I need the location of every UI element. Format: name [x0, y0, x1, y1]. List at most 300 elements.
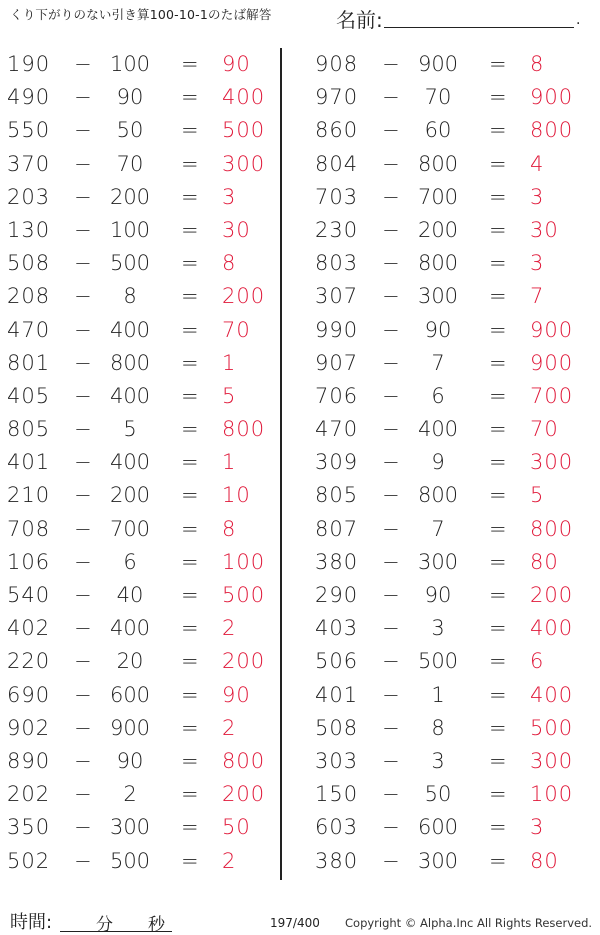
problem-row: [0, 413, 290, 446]
subtrahend: 600: [109, 682, 151, 707]
minuend: 970: [315, 85, 359, 110]
answer: 2: [222, 715, 237, 740]
answer: 80: [530, 549, 559, 574]
minuend: 805: [315, 483, 359, 508]
minus-sign: −: [74, 85, 92, 110]
answer: 8: [222, 251, 237, 276]
minus-sign: −: [382, 782, 400, 807]
subtrahend: 300: [417, 284, 459, 309]
answer: 6: [530, 649, 545, 674]
subtrahend: 400: [109, 383, 151, 408]
subtrahend: 7: [431, 516, 445, 541]
minus-sign: −: [74, 748, 92, 773]
minuend: 708: [7, 516, 51, 541]
subtrahend: 90: [116, 748, 144, 773]
answer: 200: [222, 782, 266, 807]
subtrahend: 900: [417, 52, 459, 76]
answer: 200: [222, 284, 266, 309]
minuend: 470: [315, 417, 359, 442]
minuend: 804: [315, 151, 359, 176]
subtrahend: 7: [431, 350, 445, 375]
problem-row: [0, 679, 290, 712]
equals-sign: =: [489, 815, 507, 840]
subtrahend: 90: [116, 85, 144, 110]
problem-row: [0, 513, 290, 546]
subtrahend: 9: [431, 450, 445, 475]
minus-sign: −: [382, 85, 400, 110]
minuend: 370: [7, 151, 51, 176]
answer: 5: [530, 483, 545, 508]
subtrahend: 500: [417, 649, 459, 674]
minus-sign: −: [382, 715, 400, 740]
minuend: 307: [315, 284, 359, 309]
answer: 800: [222, 417, 266, 442]
minuend: 690: [7, 682, 51, 707]
equals-sign: =: [489, 649, 507, 674]
subtrahend: 400: [109, 317, 151, 342]
equals-sign: =: [181, 151, 199, 176]
minuend: 603: [315, 815, 359, 840]
equals-sign: =: [489, 151, 507, 176]
minus-sign: −: [74, 450, 92, 475]
name-dot: .: [576, 12, 581, 28]
problem-row: [308, 546, 598, 579]
answer: 3: [530, 184, 545, 209]
problem-row: [308, 148, 598, 181]
answer: 500: [222, 118, 266, 143]
equals-sign: =: [489, 350, 507, 375]
subtrahend: 70: [116, 151, 144, 176]
answer: 80: [530, 848, 559, 873]
minus-sign: −: [74, 682, 92, 707]
equals-sign: =: [489, 85, 507, 110]
minuend: 220: [7, 649, 51, 674]
subtrahend: 6: [123, 549, 137, 574]
minus-sign: −: [382, 52, 400, 76]
minuend: 130: [7, 217, 51, 242]
problem-row: [0, 546, 290, 579]
equals-sign: =: [489, 217, 507, 242]
minus-sign: −: [382, 350, 400, 375]
minus-sign: −: [74, 649, 92, 674]
answer: 300: [530, 450, 574, 475]
problem-row: [308, 380, 598, 413]
minus-sign: −: [382, 417, 400, 442]
problem-row: [0, 81, 290, 114]
minuend: 902: [7, 715, 51, 740]
subtrahend: 40: [116, 583, 144, 607]
subtrahend: 700: [417, 184, 459, 209]
minus-sign: −: [382, 383, 400, 408]
equals-sign: =: [181, 184, 199, 209]
minus-sign: −: [74, 583, 92, 607]
name-area: [336, 4, 581, 33]
equals-sign: =: [489, 549, 507, 574]
minus-sign: −: [382, 118, 400, 143]
subtrahend: 8: [123, 284, 137, 309]
answer: 30: [530, 217, 559, 242]
equals-sign: =: [181, 815, 199, 840]
problem-row: [0, 446, 290, 479]
problem-row: [0, 148, 290, 181]
minus-sign: −: [382, 184, 400, 209]
equals-sign: =: [489, 483, 507, 508]
minuend: 203: [7, 184, 51, 209]
subtrahend: 90: [424, 317, 452, 342]
minus-sign: −: [382, 151, 400, 176]
subtrahend: 60: [424, 118, 452, 143]
minuend: 506: [315, 649, 359, 674]
answer: 500: [530, 715, 574, 740]
answer: 3: [530, 251, 545, 276]
minus-sign: −: [382, 516, 400, 541]
equals-sign: =: [181, 516, 199, 541]
subtrahend: 600: [417, 815, 459, 840]
problem-row: [0, 612, 290, 645]
subtrahend: 400: [109, 616, 151, 641]
worksheet-title: くり下がりのない引き算100-10-1のたば解答: [10, 7, 272, 22]
subtrahend: 300: [417, 848, 459, 873]
answer: 100: [530, 782, 574, 807]
minus-sign: −: [382, 483, 400, 508]
minus-sign: −: [382, 217, 400, 242]
time-label: 時間:: [10, 912, 53, 933]
equals-sign: =: [489, 184, 507, 209]
minus-sign: −: [382, 549, 400, 574]
minuend: 801: [7, 350, 51, 375]
problem-row: [308, 579, 598, 612]
minus-sign: −: [74, 782, 92, 807]
minuend: 210: [7, 483, 51, 508]
equals-sign: =: [489, 682, 507, 707]
minus-sign: −: [74, 118, 92, 143]
problem-row: [308, 845, 598, 878]
subtrahend: 50: [116, 118, 144, 143]
subtrahend: 800: [417, 151, 459, 176]
problem-row: [308, 446, 598, 479]
minuend: 508: [7, 251, 51, 276]
subtrahend: 800: [417, 483, 459, 508]
problem-row: [308, 712, 598, 745]
subtrahend: 5: [123, 417, 137, 442]
minus-sign: −: [74, 284, 92, 309]
minus-sign: −: [74, 52, 92, 76]
minuend: 208: [7, 284, 51, 309]
equals-sign: =: [181, 450, 199, 475]
subtrahend: 50: [424, 782, 452, 807]
minus-sign: −: [74, 516, 92, 541]
minuend: 508: [315, 715, 359, 740]
answer: 900: [530, 85, 574, 110]
answer: 800: [530, 516, 574, 541]
minuend: 550: [7, 118, 51, 143]
problem-row: [308, 413, 598, 446]
equals-sign: =: [181, 217, 199, 242]
minuend: 907: [315, 350, 359, 375]
equals-sign: =: [181, 715, 199, 740]
subtrahend: 3: [431, 748, 445, 773]
equals-sign: =: [489, 583, 507, 607]
subtrahend: 200: [109, 184, 151, 209]
subtrahend: 800: [109, 350, 151, 375]
subtrahend: 700: [109, 516, 151, 541]
minuend: 350: [7, 815, 51, 840]
minuend: 490: [7, 85, 51, 110]
equals-sign: =: [489, 782, 507, 807]
problem-row: [308, 114, 598, 147]
subtrahend: 3: [431, 616, 445, 641]
minuend: 890: [7, 748, 51, 773]
page-number: 197/400: [270, 916, 320, 930]
subtrahend: 400: [417, 417, 459, 442]
equals-sign: =: [489, 284, 507, 309]
subtrahend: 70: [424, 85, 452, 110]
minus-sign: −: [74, 350, 92, 375]
minus-sign: −: [74, 848, 92, 873]
minuend: 405: [7, 383, 51, 408]
answer: 70: [222, 317, 251, 342]
subtrahend: 8: [431, 715, 445, 740]
problem-row: [0, 745, 290, 778]
answer: 1: [222, 450, 237, 475]
subtrahend: 100: [109, 217, 151, 242]
answer: 400: [530, 616, 574, 641]
minuend: 470: [7, 317, 51, 342]
minus-sign: −: [74, 251, 92, 276]
minuend: 403: [315, 616, 359, 641]
minus-sign: −: [382, 815, 400, 840]
problem-row: [0, 214, 290, 247]
equals-sign: =: [181, 317, 199, 342]
equals-sign: =: [181, 782, 199, 807]
answer: 900: [530, 350, 574, 375]
problem-row: [0, 778, 290, 811]
name-field-line[interactable]: [384, 27, 574, 28]
problem-row: [0, 845, 290, 878]
answer: 4: [530, 151, 545, 176]
equals-sign: =: [489, 317, 507, 342]
minus-sign: −: [74, 483, 92, 508]
minus-sign: −: [382, 317, 400, 342]
minuend: 230: [315, 217, 359, 242]
problem-row: [0, 645, 290, 678]
equals-sign: =: [489, 450, 507, 475]
answer: 50: [222, 815, 251, 840]
left-problem-column: [0, 48, 290, 878]
answer: 8: [530, 52, 545, 76]
subtrahend: 2: [123, 782, 137, 807]
problem-row: [308, 811, 598, 844]
subtrahend: 300: [109, 815, 151, 840]
minuend: 990: [315, 317, 359, 342]
minus-sign: −: [382, 450, 400, 475]
problem-row: [308, 745, 598, 778]
equals-sign: =: [181, 350, 199, 375]
minus-sign: −: [74, 417, 92, 442]
problem-row: [308, 214, 598, 247]
equals-sign: =: [181, 616, 199, 641]
equals-sign: =: [489, 748, 507, 773]
minuend: 202: [7, 782, 51, 807]
problem-row: [308, 247, 598, 280]
equals-sign: =: [181, 284, 199, 309]
minuend: 380: [315, 848, 359, 873]
minuend: 309: [315, 450, 359, 475]
problem-row: [0, 48, 290, 81]
problem-row: [0, 712, 290, 745]
minus-sign: −: [74, 815, 92, 840]
minus-sign: −: [382, 682, 400, 707]
answer: 200: [530, 583, 574, 607]
answer: 100: [222, 549, 266, 574]
problem-row: [0, 811, 290, 844]
subtrahend: 500: [109, 251, 151, 276]
copyright: Copyright © Alpha.Inc All Rights Reserved.: [345, 916, 593, 930]
answer: 500: [222, 583, 266, 607]
problem-row: [308, 679, 598, 712]
minuend: 150: [315, 782, 359, 807]
minuend: 805: [7, 417, 51, 442]
minutes-label: 分: [96, 915, 113, 935]
minuend: 303: [315, 748, 359, 773]
answer: 300: [222, 151, 266, 176]
equals-sign: =: [181, 85, 199, 110]
minus-sign: −: [74, 616, 92, 641]
equals-sign: =: [181, 251, 199, 276]
equals-sign: =: [181, 649, 199, 674]
minus-sign: −: [382, 748, 400, 773]
minus-sign: −: [74, 317, 92, 342]
answer: 2: [222, 616, 237, 641]
equals-sign: =: [181, 118, 199, 143]
equals-sign: =: [489, 52, 507, 76]
problem-row: [308, 479, 598, 512]
subtrahend: 800: [417, 251, 459, 276]
subtrahend: 300: [417, 549, 459, 574]
equals-sign: =: [489, 848, 507, 873]
minuend: 401: [315, 682, 359, 707]
problem-row: [308, 347, 598, 380]
minuend: 290: [315, 583, 359, 607]
minuend: 860: [315, 118, 359, 143]
minuend: 502: [7, 848, 51, 873]
seconds-label: 秒: [148, 915, 165, 935]
problem-row: [0, 114, 290, 147]
answer: 7: [530, 284, 545, 309]
answer: 800: [530, 118, 574, 143]
answer: 2: [222, 848, 237, 873]
equals-sign: =: [181, 417, 199, 442]
minus-sign: −: [382, 848, 400, 873]
answer: 90: [222, 52, 251, 76]
answer: 3: [530, 815, 545, 840]
problem-row: [308, 181, 598, 214]
problem-row: [0, 579, 290, 612]
subtrahend: 200: [417, 217, 459, 242]
subtrahend: 1: [431, 682, 445, 707]
answer: 400: [530, 682, 574, 707]
minus-sign: −: [74, 549, 92, 574]
subtrahend: 400: [109, 450, 151, 475]
minus-sign: −: [74, 383, 92, 408]
name-label: 名前:: [336, 8, 383, 32]
answer: 300: [530, 748, 574, 773]
minuend: 190: [7, 52, 51, 76]
subtrahend: 900: [109, 715, 151, 740]
answer: 30: [222, 217, 251, 242]
problem-row: [0, 479, 290, 512]
problem-row: [308, 612, 598, 645]
answer: 1: [222, 350, 237, 375]
minus-sign: −: [74, 184, 92, 209]
equals-sign: =: [181, 682, 199, 707]
answer: 8: [222, 516, 237, 541]
equals-sign: =: [489, 516, 507, 541]
equals-sign: =: [489, 715, 507, 740]
problem-row: [0, 314, 290, 347]
problem-row: [308, 778, 598, 811]
minuend: 803: [315, 251, 359, 276]
subtrahend: 6: [431, 383, 445, 408]
equals-sign: =: [489, 417, 507, 442]
problem-row: [0, 247, 290, 280]
minuend: 908: [315, 52, 359, 76]
subtrahend: 200: [109, 483, 151, 508]
minus-sign: −: [74, 151, 92, 176]
answer: 70: [530, 417, 559, 442]
minus-sign: −: [382, 284, 400, 309]
problem-row: [308, 314, 598, 347]
problem-row: [308, 513, 598, 546]
equals-sign: =: [489, 616, 507, 641]
problem-row: [308, 280, 598, 313]
answer: 90: [222, 682, 251, 707]
equals-sign: =: [181, 583, 199, 607]
problem-row: [0, 181, 290, 214]
equals-sign: =: [181, 383, 199, 408]
problem-row: [0, 347, 290, 380]
equals-sign: =: [489, 251, 507, 276]
minus-sign: −: [382, 616, 400, 641]
subtrahend: 20: [116, 649, 144, 674]
minuend: 401: [7, 450, 51, 475]
minuend: 106: [7, 549, 51, 574]
equals-sign: =: [181, 483, 199, 508]
minus-sign: −: [74, 217, 92, 242]
equals-sign: =: [489, 383, 507, 408]
answer: 200: [222, 649, 266, 674]
minuend: 703: [315, 184, 359, 209]
minuend: 380: [315, 549, 359, 574]
subtrahend: 500: [109, 848, 151, 873]
minus-sign: −: [74, 715, 92, 740]
minuend: 402: [7, 616, 51, 641]
problem-row: [0, 280, 290, 313]
equals-sign: =: [181, 748, 199, 773]
minuend: 706: [315, 383, 359, 408]
problem-row: [308, 48, 598, 81]
minuend: 807: [315, 516, 359, 541]
answer: 5: [222, 383, 237, 408]
minuend: 540: [7, 583, 51, 607]
minus-sign: −: [382, 649, 400, 674]
subtrahend: 90: [424, 583, 452, 607]
answer: 900: [530, 317, 574, 342]
minus-sign: −: [382, 583, 400, 607]
answer: 800: [222, 748, 266, 773]
equals-sign: =: [181, 549, 199, 574]
subtrahend: 100: [109, 52, 151, 76]
